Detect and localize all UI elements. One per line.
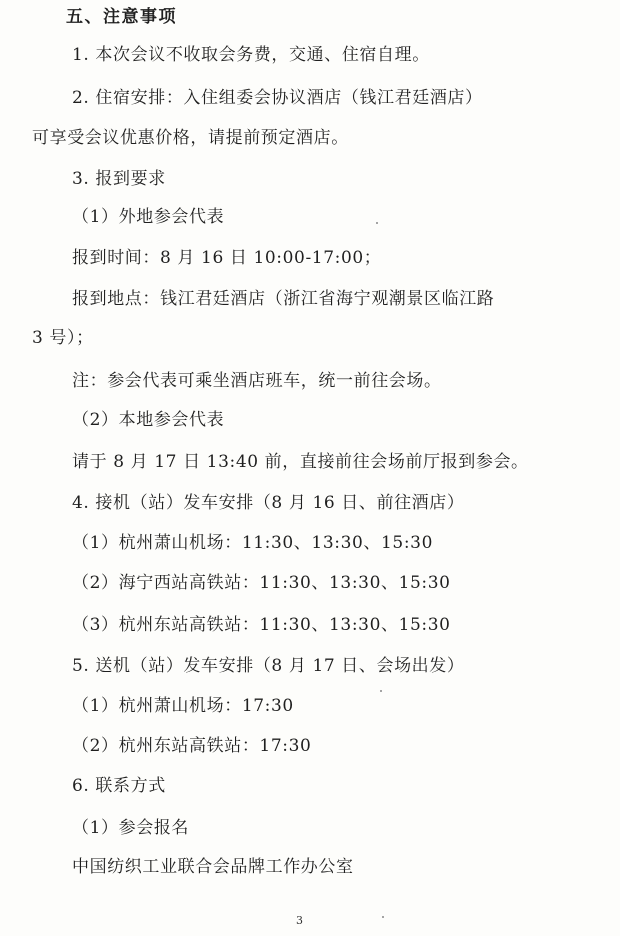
page-number: 3 (296, 914, 303, 927)
registration-place-cont: 3 号）； (32, 328, 94, 348)
dropoff-hangzhou-east: （2）杭州东站高铁站：17:30 (72, 736, 312, 756)
pickup-haining-west: （2）海宁西站高铁站：11:30、13:30、15:30 (72, 573, 451, 593)
scan-speck (380, 690, 382, 692)
item-6-contact: 6. 联系方式 (72, 776, 166, 796)
item-5-dropoff: 5. 送机（站）发车安排（8 月 17 日、会场出发） (72, 656, 465, 676)
item-3-registration: 3. 报到要求 (72, 169, 166, 189)
dropoff-xiaoshan: （1）杭州萧山机场：17:30 (72, 696, 294, 716)
shuttle-note: 注：参会代表可乘坐酒店班车，统一前往会场。 (72, 371, 442, 391)
contact-registration: （1）参会报名 (72, 818, 190, 838)
item-2-accommodation: 2. 住宿安排：入住组委会协议酒店（钱江君廷酒店） (72, 88, 483, 108)
pickup-xiaoshan: （1）杭州萧山机场：11:30、13:30、15:30 (72, 533, 433, 553)
registration-place: 报到地点：钱江君廷酒店（浙江省海宁观潮景区临江路 (72, 289, 495, 309)
section-title: 五、注意事项 (66, 7, 177, 27)
contact-office: 中国纺织工业联合会品牌工作办公室 (72, 857, 354, 877)
registration-time: 报到时间：8 月 16 日 10:00-17:00； (72, 248, 382, 268)
local-delegates: （2）本地参会代表 (72, 410, 225, 430)
local-registration: 请于 8 月 17 日 13:40 前，直接前往会场前厅报到参会。 (72, 452, 529, 472)
item-2-continuation: 可享受会议优惠价格，请提前预定酒店。 (32, 128, 349, 148)
scan-speck (376, 222, 378, 224)
pickup-hangzhou-east: （3）杭州东站高铁站：11:30、13:30、15:30 (72, 615, 451, 635)
scan-speck (382, 916, 384, 918)
item-4-pickup: 4. 接机（站）发车安排（8 月 16 日、前往酒店） (72, 493, 465, 513)
out-of-town-delegates: （1）外地参会代表 (72, 207, 225, 227)
item-1-fees: 1. 本次会议不收取会务费，交通、住宿自理。 (72, 45, 430, 65)
